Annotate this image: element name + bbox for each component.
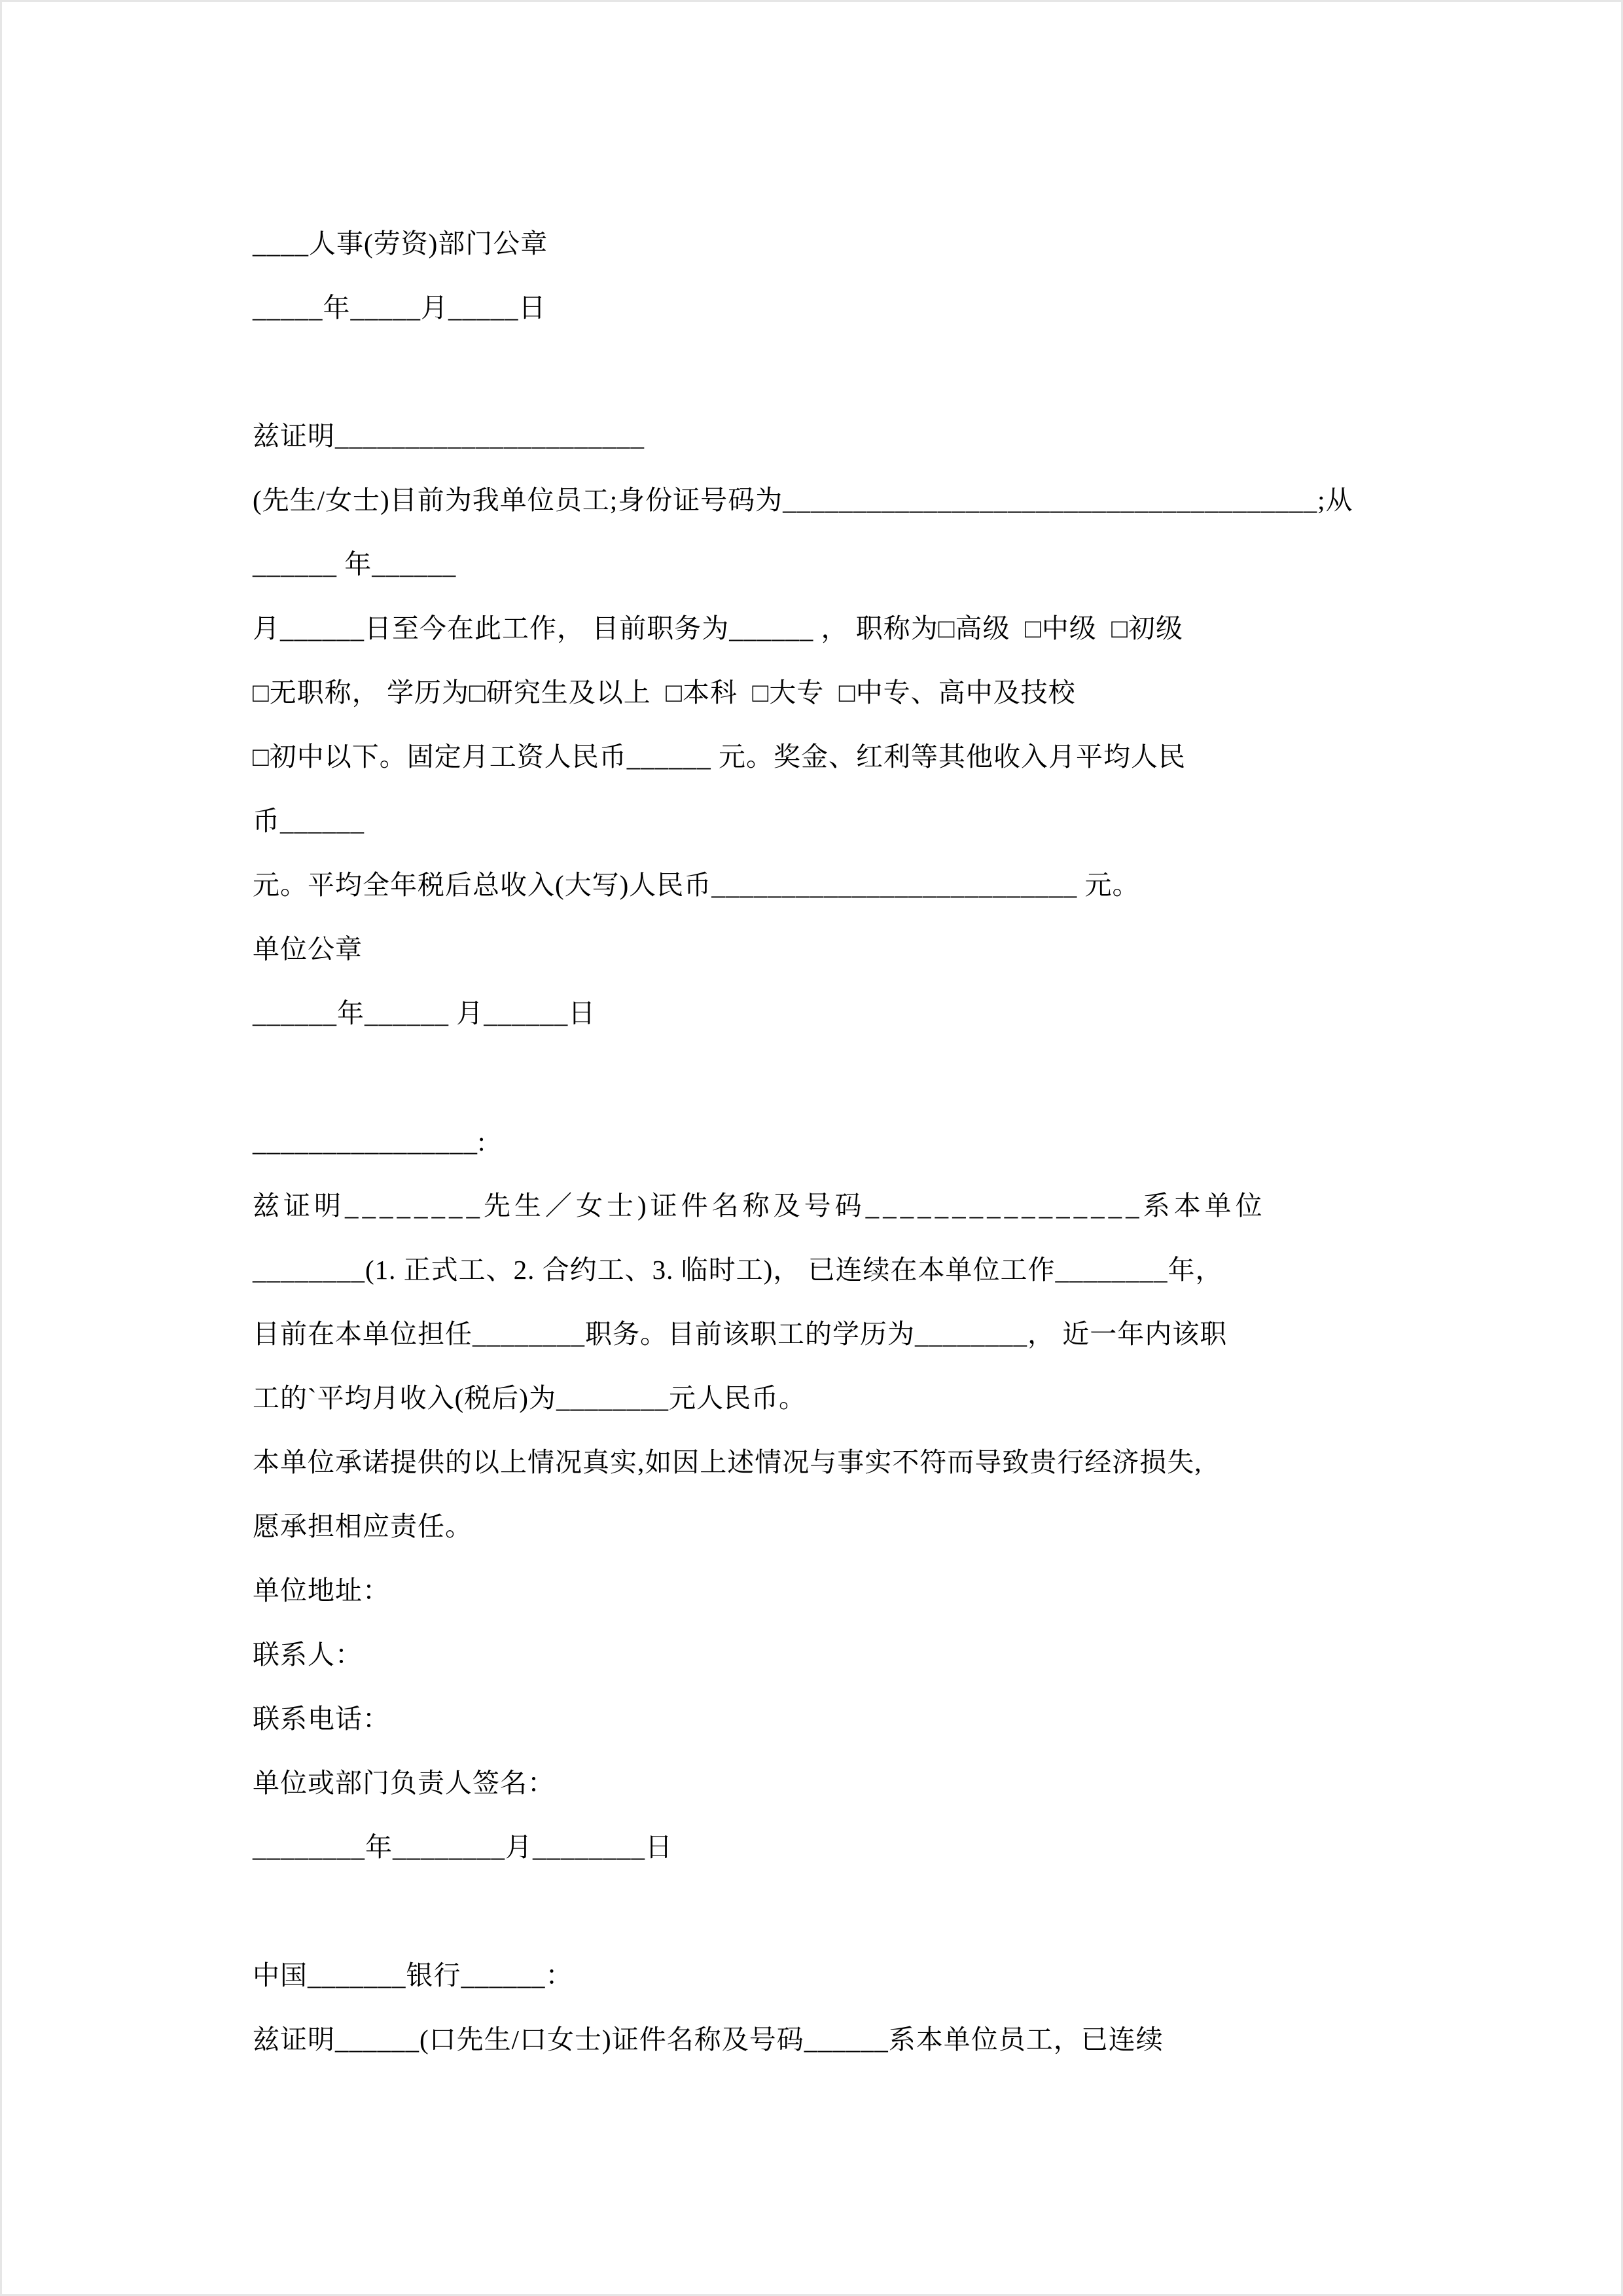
document-line-id-number: (先生/女士)目前为我单位员工;身份证号码为______________________________________;从 <box>253 485 1353 515</box>
document-line-company-seal: 单位公章 <box>253 934 363 964</box>
document-line-date-1: _____年_____月_____日 <box>253 293 546 323</box>
document-line-promise-truth: 本单位承诺提供的以上情况真实,如因上述情况与事实不符而导致贵行经济损失, <box>253 1447 1202 1477</box>
document-line-current-position: 目前在本单位担任________职务。目前该职工的学历为________， 近一年内该职 <box>253 1319 1228 1349</box>
document-line-date-2: ______年______ 月______日 <box>253 998 596 1028</box>
document-line-bank-addressee: 中国_______银行______： <box>253 1960 573 1990</box>
document-line-certify-2: 兹证明________先生／女士)证件名称及号码________________系本单位 <box>253 1191 1266 1221</box>
document-line-date-3: ________年________月________日 <box>253 1832 673 1862</box>
document-line-addressee-blank: ________________: <box>253 1126 486 1157</box>
document-line-seal-department: ____人事(劳资)部门公章 <box>253 228 548 259</box>
document-line-annual-income: 元。平均全年税后总收入(大写)人民币__________________________ 元。 <box>253 870 1140 900</box>
document-line-contact-person: 联系人： <box>253 1640 363 1670</box>
document-line-year-blank: ______ 年______ <box>253 549 457 579</box>
document-line-employee-type: ________(1. 正式工、2. 合约工、3. 临时工)， 已连续在本单位工作________年， <box>253 1255 1223 1285</box>
document-line-certify-1: 兹证明______________________ <box>253 421 645 451</box>
document-line-monthly-income: 工的`平均月收入(税后)为________元人民币。 <box>253 1383 806 1413</box>
document-line-company-address: 单位地址： <box>253 1575 390 1605</box>
document-line-contact-phone: 联系电话： <box>253 1704 390 1734</box>
document-line-certify-3: 兹证明______(口先生/口女士)证件名称及号码______系本单位员工，已连续 <box>253 2024 1164 2054</box>
document-line-responsibility: 愿承担相应责任。 <box>253 1511 473 1541</box>
document-line-position-title: 月______日至今在此工作， 目前职务为______ ， 职称为□高级 □中级 □初级 <box>253 613 1184 643</box>
document-line-monthly-salary: □初中以下。固定月工资人民币______ 元。奖金、红利等其他收入月平均人民 <box>253 742 1186 772</box>
document-line-currency-blank: 币______ <box>253 806 365 836</box>
document-line-education-options: □无职称， 学历为□研究生及以上 □本科 □大专 □中专、高中及技校 <box>253 677 1076 708</box>
document-line-manager-signature: 单位或部门负责人签名： <box>253 1768 555 1798</box>
